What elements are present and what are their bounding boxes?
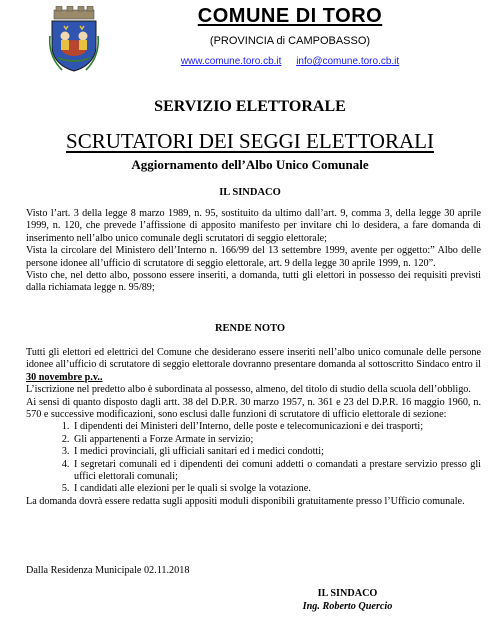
- website-link[interactable]: www.comune.toro.cb.it: [180, 56, 282, 67]
- contact-links: [110, 56, 470, 67]
- notice-paragraph-exclusions: Ai sensi di quanto disposto dagli artt. 38 del D.P.R. 30 marzo 1957, n. 361 e 23 del D.P.R. 16 maggio 1960, n. 570 e successive modificazioni, sono esclusi dalle funzioni di scrutatore di ufficio elettorale di sezione:: [26, 396, 481, 421]
- document-title: SCRUTATORI DEI SEGGI ELETTORALI: [66, 129, 434, 153]
- province-name: (PROVINCIA di CAMPOBASSO): [209, 35, 371, 47]
- notice-paragraph-forms: La domanda dovrà essere redatta sugli appositi moduli disponibili gratuitamente presso l’Ufficio comunale.: [26, 495, 465, 507]
- list-item: 2. Gli appartenenti a Forze Armate in servizio;: [72, 434, 481, 446]
- heading-rende-noto: RENDE NOTO: [214, 323, 286, 334]
- list-item: 5. I candidati alle elezioni per le quali si svolge la votazione.: [72, 483, 481, 495]
- list-item: 4. I segretari comunali ed i dipendenti dei comuni addetti o comandati a prestare servizio presso gli uffici elettorali comunali;: [72, 459, 481, 484]
- town-coat-of-arms-icon: [48, 6, 100, 72]
- list-item: 1. I dipendenti dei Ministeri dell’Interno, delle poste e telecomunicazioni e dei trasporti;: [72, 421, 481, 433]
- list-item: 3. I medici provinciali, gli ufficiali sanitari ed i medici condotti;: [72, 446, 481, 458]
- signature-name: Ing. Roberto Quercio: [302, 601, 393, 612]
- notice-text: Tutti gli elettori ed elettrici del Comune che desiderano essere inseriti nell’albo unico comunale delle persone idonee all’ufficio di scrutatore di seggio elettorale dovranno presentare domanda al sottoscritto Sindaco entro il: [26, 347, 481, 371]
- service-heading: SERVIZIO ELETTORALE: [154, 98, 346, 115]
- heading-il-sindaco: IL SINDACO: [219, 187, 281, 198]
- signature-role: IL SINDACO: [317, 588, 378, 599]
- place-and-date: Dalla Residenza Municipale 02.11.2018: [26, 565, 190, 576]
- email-link[interactable]: info@comune.toro.cb.it: [296, 56, 400, 67]
- premises-text: Visto l’art. 3 della legge 8 marzo 1989, n. 95, sostituito da ultimo dall’art. 9, comma 3, della legge 30 aprile 1999, n. 120, che prevede l’affissione di apposito manifesto per invitare chi lo desidera, a fare domanda di inserimento nell’albo unico comunale degli scrutatori di seggio elettorale; Vista la circolare del Ministero dell’Interno n. 166/99 del 13 settembre 1999, avente per oggetto:” Albo delle persone idonee all’ufficio di scrutatore di seggio elettorale, art. 9 della legge 30 aprile 1999, n. 120”. Visto che, nel detto albo, possono essere inseriti, a domanda, tutti gli elettori in possesso dei requisiti previsti dalla richiamata legge n. 95/89;: [26, 208, 481, 294]
- exclusions-list: [26, 421, 481, 495]
- deadline-date: 30 novembre p.v..: [26, 371, 103, 383]
- notice-paragraph-deadline: [26, 347, 481, 384]
- notice-body: [26, 347, 481, 508]
- notice-paragraph-requirement: L’iscrizione nel predetto albo è subordinata al possesso, almeno, del titolo di studio della scuola dell’obbligo.: [26, 384, 471, 396]
- document-subtitle: Aggiornamento dell’Albo Unico Comunale: [131, 157, 369, 172]
- town-name: COMUNE DI TORO: [197, 5, 383, 27]
